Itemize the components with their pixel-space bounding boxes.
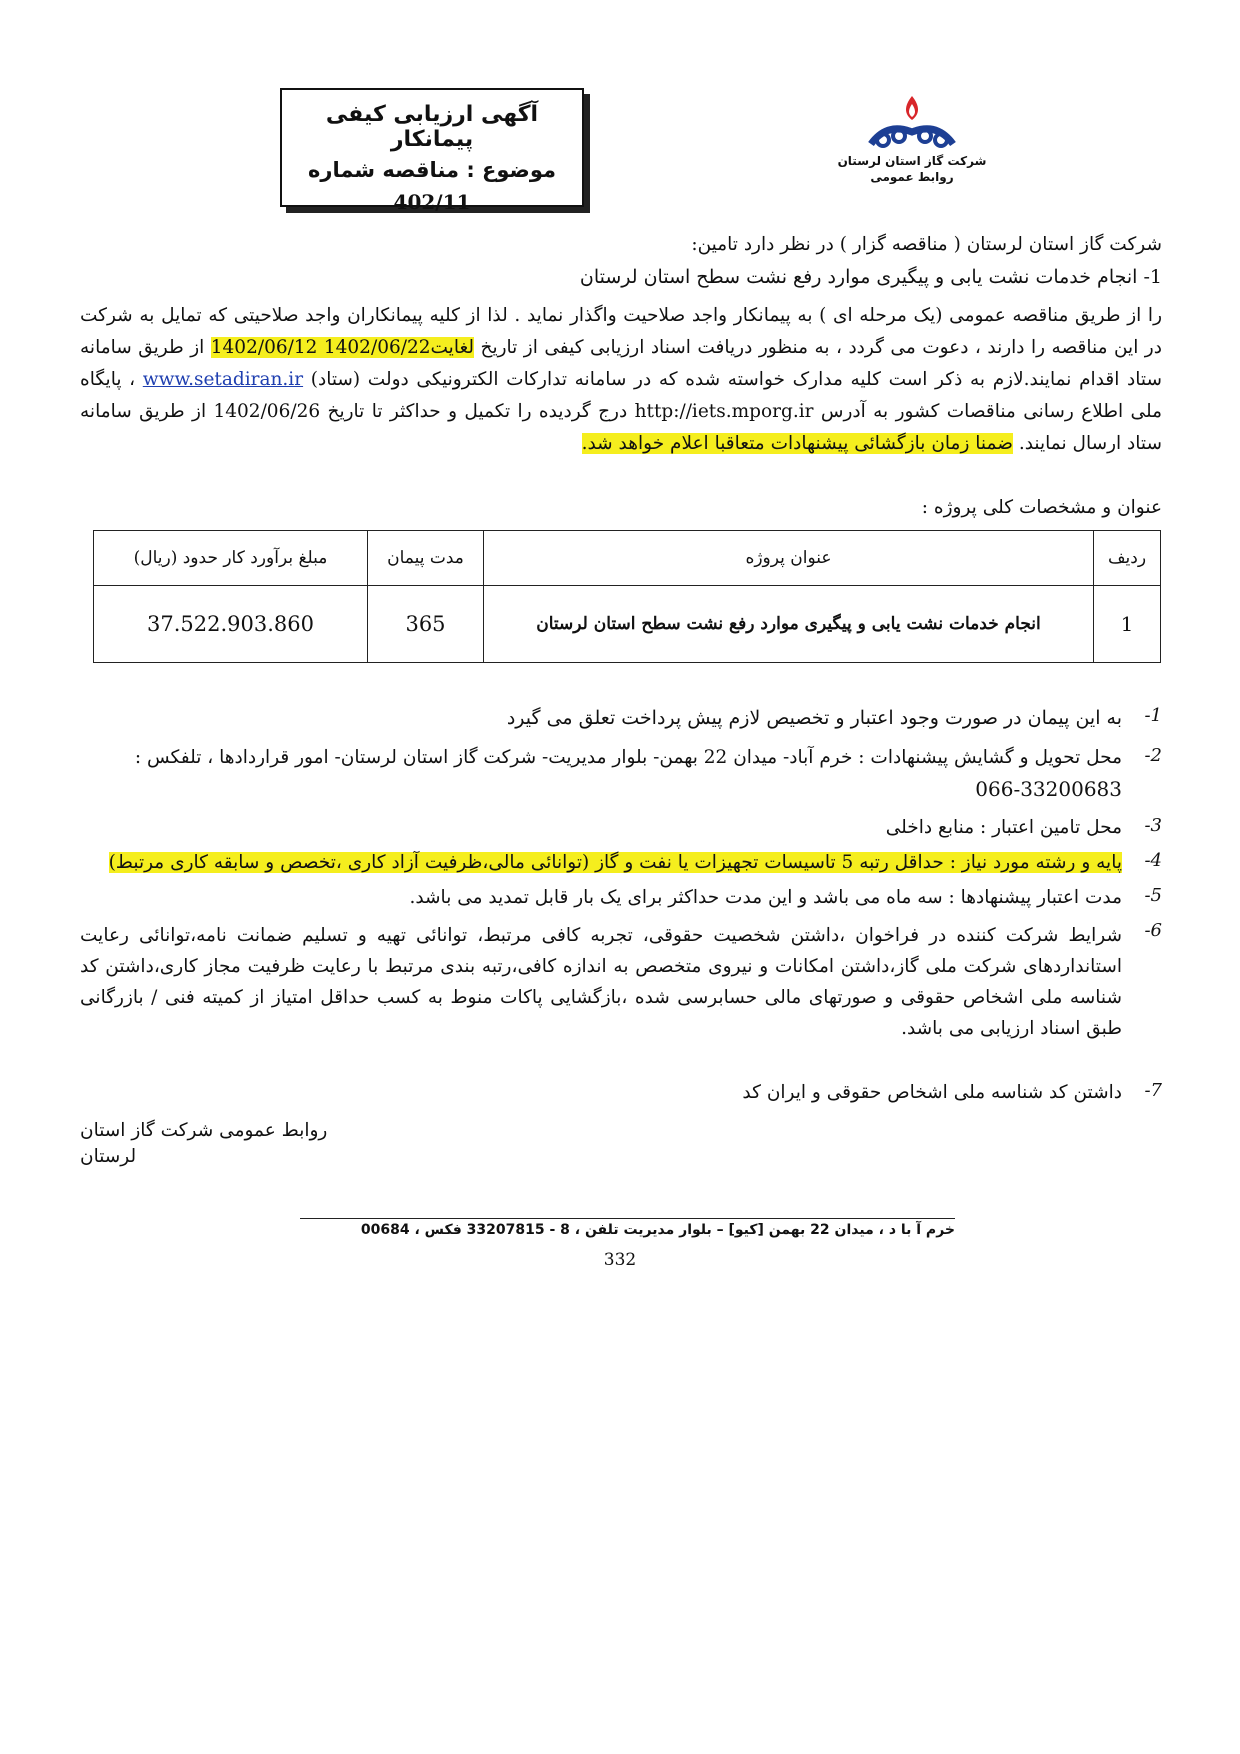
paragraph-part-a: را از طریق مناقصه عمومی (یک مرحله ای ) به پیمانکار واجد صلاحیت واگذار نماید . لذا از کلیه پیمانکاران واجد صلاحیتی که تمایل به شرکت در این مناقصه را دارند ، دعوت می گردد ، به منظور دریافت اسناد ارزیابی کیفی از تاریخ	[80, 305, 1162, 358]
cell-row-number: 1	[1094, 586, 1161, 663]
notice-title-box	[280, 88, 584, 214]
opening-notice-highlight: ضمنا زمان بازگشائی پیشنهادات متعاقبا اعلام خواهد شد.	[581, 433, 1013, 454]
setad-link[interactable]: www.setadiran.ir	[142, 369, 304, 390]
item-number: 7-	[1144, 1080, 1162, 1101]
table-caption: عنوان و مشخصات کلی پروژه :	[921, 497, 1162, 518]
item-number: 6-	[1144, 920, 1162, 941]
notice-title: آگهی ارزیابی کیفی پیمانکار	[325, 102, 539, 152]
item-number: 1-	[1144, 705, 1162, 726]
notice-subject: موضوع : مناقصه شماره	[307, 158, 557, 182]
header-duration: مدت پیمان	[368, 531, 484, 586]
paragraph-part-c: ، پایگاه ملی اطلاع رسانی مناقصات کشور به آدرس	[80, 369, 1163, 422]
item-text: داشتن کد شناسه ملی اشخاص حقوقی و ایران کد	[742, 1082, 1122, 1103]
gas-company-logo-icon	[857, 92, 967, 152]
item-text: مدت اعتبار پیشنهادها : سه ماه می باشد و این مدت حداکثر برای یک بار قابل تمدید می باشد.	[409, 887, 1122, 908]
intro-paragraph	[80, 300, 1162, 460]
header-row-number: ردیف	[1094, 531, 1161, 586]
table-row	[94, 586, 1161, 663]
item-phone	[80, 776, 1122, 802]
service-title-line: 1- انجام خدمات نشت یابی و پیگیری موارد رفع نشت سطح استان لرستان	[579, 266, 1162, 288]
iets-link[interactable]: http://iets.mporg.ir	[634, 401, 814, 422]
item-text: شرایط شرکت کننده در فراخوان ،داشتن شخصیت حقوقی، تجربه کافی مرتبط، توانائی تهیه و تسلیم ضمانت نامه،توانائی رعایت استانداردهای شرکت ملی گاز،داشتن امکانات و نیروی متخصص به اندازه کافی،رتبه بندی مرتبط با رعایت ظرفیت مجاز کاری،داشتن کد شناسه ملی اشخاص حقوقی و صورتهای مالی حسابرسی شده ،بازگشایی پاکات منوط به کسب حداقل امتیاز از کمیته فنی / بازرگانی طبق اسناد ارزیابی می باشد.	[80, 925, 1122, 1039]
footer-divider	[300, 1218, 955, 1219]
company-logo	[832, 92, 992, 200]
logo-company-name: شرکت گاز استان لرستان	[837, 154, 987, 168]
requirement-highlight: پایه و رشته مورد نیاز : حداقل رتبه 5 تاسیسات تجهیزات یا نفت و گاز (توانائی مالی،ظرفیت آزاد کاری ،تخصص و سابقه کاری مرتبط)	[108, 852, 1122, 873]
item-number: 2-	[1144, 745, 1162, 766]
table-header-row	[94, 531, 1161, 586]
document-date-range: 1402/06/12 لغایت1402/06/22	[210, 337, 475, 358]
project-table	[93, 530, 1161, 663]
fax-number: 066-33200683	[975, 777, 1122, 801]
item-text: محل تامین اعتبار : منابع داخلی	[885, 817, 1122, 838]
cell-project-title: انجام خدمات نشت یابی و پیگیری موارد رفع نشت سطح استان لرستان	[484, 586, 1094, 663]
cell-duration: 365	[368, 586, 484, 663]
paragraph-part-d: درج گردیده را تکمیل و حداکثر تا تاریخ 1402/06/26 از طریق سامانه ستاد ارسال نمایند.	[80, 401, 1162, 454]
header-estimate: مبلغ برآورد کار حدود (ریال)	[94, 531, 368, 586]
item-text: به این پیمان در صورت وجود اعتبار و تخصیص لازم پیش پرداخت تعلق می گیرد	[506, 707, 1122, 729]
tender-number: 402/11	[393, 190, 471, 214]
item-number: 4-	[1144, 850, 1162, 871]
item-text: محل تحویل و گشایش پیشنهادات : خرم آباد- میدان 22 بهمن- بلوار مدیریت- شرکت گاز استان لرستان- امور قراردادها ، تلفکس :	[134, 747, 1122, 768]
signature-text: روابط عمومی شرکت گاز استان لرستان	[80, 1120, 328, 1167]
item-text-highlight	[100, 850, 1122, 876]
signature	[80, 1118, 380, 1170]
item-number: 5-	[1144, 885, 1162, 906]
page-number: 332	[603, 1250, 637, 1270]
header-project-title: عنوان پروژه	[484, 531, 1094, 586]
logo-department: روابط عمومی	[870, 170, 954, 184]
paragraph-part-b: از طریق سامانه ستاد اقدام نمایند.لازم به ذکر است کلیه مدارک خواسته شده که در سامانه تدارکات الکترونیکی دولت (ستاد)	[80, 337, 1162, 390]
item-number: 3-	[1144, 815, 1162, 836]
cell-estimate: 37.522.903.860	[94, 586, 368, 663]
footer-address: خرم آ با د ، میدان 22 بهمن [کیو] – بلوار مدیریت تلفن ، 8 - 33207815 فکس ، 00684	[360, 1222, 955, 1238]
intro-line: شرکت گاز استان لرستان ( مناقصه گزار ) در نظر دارد تامین:	[691, 234, 1162, 255]
